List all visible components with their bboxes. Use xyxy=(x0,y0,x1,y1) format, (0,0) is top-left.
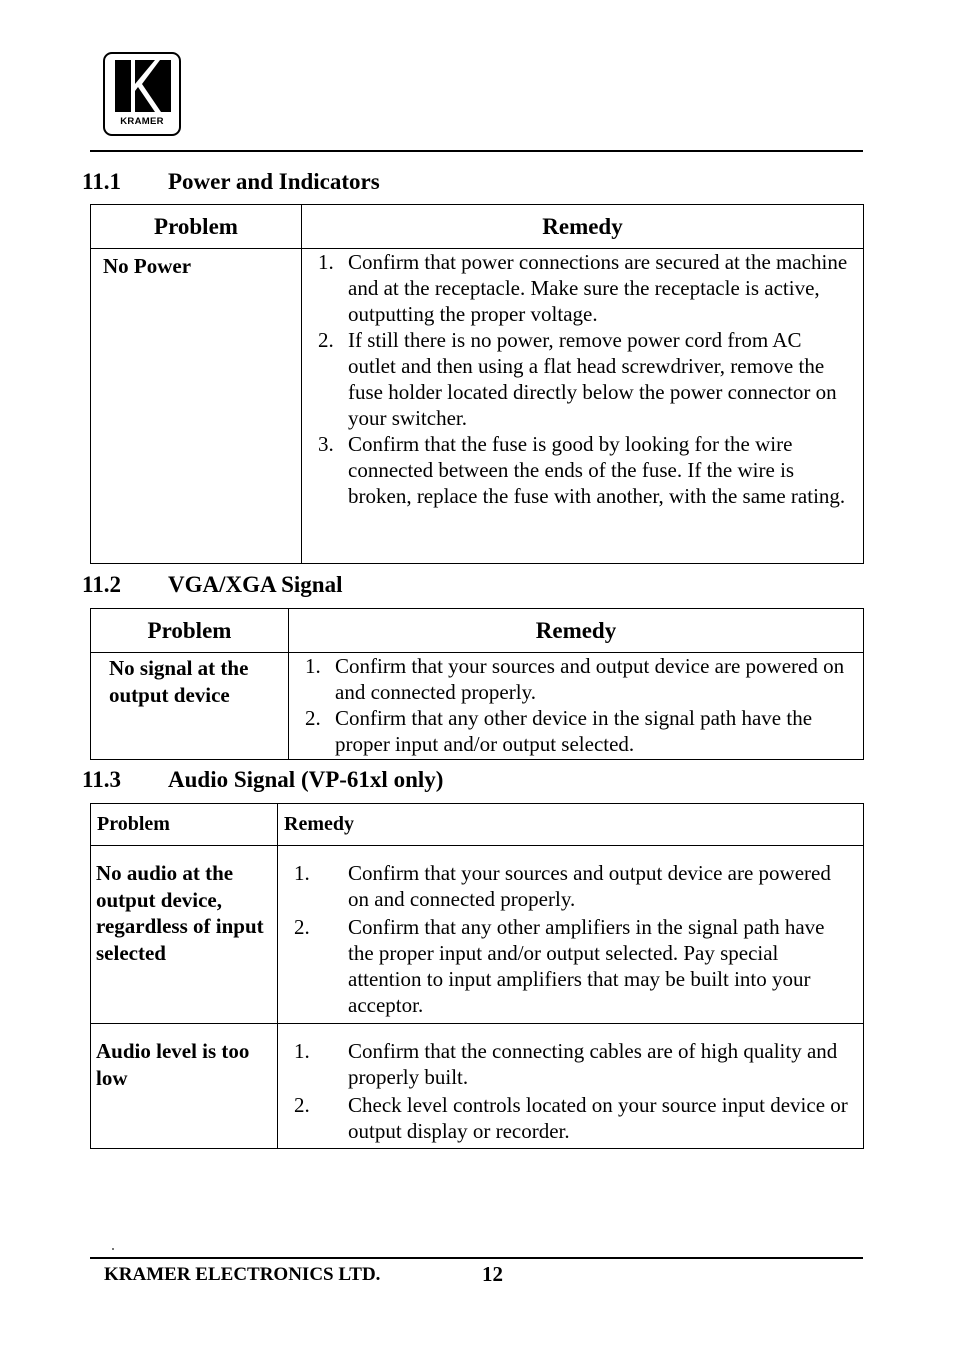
table-row xyxy=(91,846,864,1024)
footer-dot xyxy=(112,1248,114,1250)
section-number: 11.1 xyxy=(82,169,121,194)
remedy-list xyxy=(278,1038,853,1144)
page-number: 12 xyxy=(482,1262,503,1286)
section-number: 11.3 xyxy=(82,767,121,792)
problem-cell: Audio level is too low xyxy=(91,1024,278,1149)
table-row xyxy=(91,653,864,760)
table-row xyxy=(91,1024,864,1149)
kramer-k-icon xyxy=(105,54,179,114)
logo-text: KRAMER xyxy=(120,116,164,127)
table-header-row xyxy=(91,609,864,653)
list-item: 3. Confirm that the fuse is good by looking for the wire connected between the ends of the fuse. If the wire is broken, replace the fuse with another, with the same rating. xyxy=(318,432,846,508)
problem-cell: No signal at the output device xyxy=(91,653,289,760)
section-heading-vga xyxy=(82,572,342,598)
table-header-row xyxy=(91,804,864,846)
section-title: Power and Indicators xyxy=(168,169,380,194)
footer-company: KRAMER ELECTRONICS LTD. xyxy=(104,1264,381,1285)
col-problem-header: Problem xyxy=(91,804,278,846)
remedy-cell xyxy=(289,653,864,760)
list-item: 2. If still there is no power, remove power cord from AC outlet and then using a flat head screwdriver, remove the fuse holder located directly below the power connector on your switcher. xyxy=(318,328,837,430)
col-remedy-header: Remedy xyxy=(302,205,864,249)
list-item: 1. Confirm that your sources and output device are powered on and connected properly. xyxy=(294,861,831,911)
header-rule xyxy=(90,150,863,152)
remedy-cell xyxy=(302,249,864,564)
vga-table xyxy=(90,608,864,760)
power-table xyxy=(90,204,864,564)
list-item: 2. Check level controls located on your source input device or output display or recorder. xyxy=(294,1093,848,1143)
list-item: 1. Confirm that the connecting cables are of high quality and properly built. xyxy=(294,1039,838,1089)
col-remedy-header: Remedy xyxy=(289,609,864,653)
problem-cell: No Power xyxy=(91,249,302,564)
list-item: 2. Confirm that any other amplifiers in the signal path have the proper input and/or output selected. Pay special attention to input amplifiers that may be built into your acceptor. xyxy=(294,915,825,1017)
section-heading-audio xyxy=(82,767,443,793)
problem-cell: No audio at the output device, regardless of input selected xyxy=(91,846,278,1024)
remedy-list xyxy=(302,249,853,509)
table-header-row xyxy=(91,205,864,249)
list-item: 1. Confirm that power connections are secured at the machine and at the receptacle. Make sure the receptacle is active, outputting the proper voltage. xyxy=(318,250,848,326)
kramer-logo xyxy=(103,52,181,136)
section-title: VGA/XGA Signal xyxy=(168,572,343,597)
section-title: Audio Signal (VP-61xl only) xyxy=(168,767,444,792)
remedy-list xyxy=(289,653,853,757)
remedy-cell xyxy=(278,846,864,1024)
col-problem-header: Problem xyxy=(91,609,289,653)
footer-rule xyxy=(90,1257,863,1259)
remedy-list xyxy=(278,860,853,1018)
remedy-cell xyxy=(278,1024,864,1149)
section-number: 11.2 xyxy=(82,572,121,597)
section-heading-power xyxy=(82,169,380,195)
table-row xyxy=(91,249,864,564)
col-problem-header: Problem xyxy=(91,205,302,249)
audio-table xyxy=(90,803,864,1149)
list-item: 1. Confirm that your sources and output device are powered on and connected properly. xyxy=(305,654,845,704)
col-remedy-header: Remedy xyxy=(278,804,864,846)
list-item: 2. Confirm that any other device in the signal path have the proper input and/or output selected. xyxy=(305,706,813,756)
